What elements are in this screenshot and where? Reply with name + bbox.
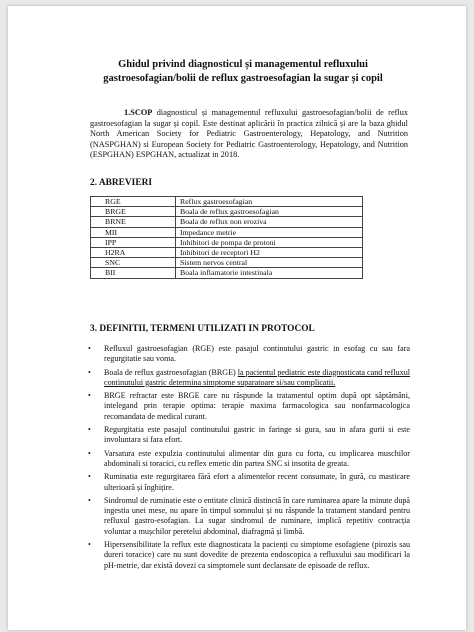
bullet-icon: •	[88, 425, 91, 435]
table-row	[91, 268, 363, 278]
list-item	[88, 391, 410, 422]
bullet-icon: •	[88, 367, 91, 377]
document-title	[78, 58, 408, 86]
bullet-icon: •	[88, 540, 91, 550]
scop-text: diagnosticul și managementul refluxului gastroesofagian/bolii de reflux gastroesofagian la sugar și copil. Este destinat aplicării în practica zilnică și are la baza ghidul North American Society for Pediatric Gastroenterology, Hepatology, and Nutrition (NASPGHAN) si European Society for Pediatric Gastroenterology, Hepatology, and Nutrition (ESPGHAN) ESPGHAN, actualizat in 2018.	[90, 108, 408, 160]
abbreviation-cell: H2RA	[91, 247, 176, 257]
abbreviations-table	[90, 196, 363, 279]
meaning-cell: Boala de reflux gastroesofagian	[176, 207, 363, 217]
bullet-icon: •	[88, 448, 91, 458]
table-row	[91, 217, 363, 227]
meaning-cell: Boala inflamatorie intestinala	[176, 268, 363, 278]
meaning-cell: Inhibitori de pompa de protoni	[176, 237, 363, 247]
definitions-list	[88, 344, 410, 574]
definition-text: Refluxul gastroesofagian (RGE) este pasajul continutului gastric in esofag cu sau fara regurgitatie sau voma.	[104, 344, 410, 364]
definitii-heading: 3. DEFINITII, TERMENI UTILIZATI IN PROTOCOL	[90, 324, 315, 334]
abbreviation-cell: RGE	[91, 197, 176, 207]
title-line-1: Ghidul privind diagnosticul și managementul refluxului	[118, 59, 368, 70]
meaning-cell: Reflux gastroesofagian	[176, 197, 363, 207]
bullet-icon: •	[88, 391, 91, 401]
table-row	[91, 247, 363, 257]
definition-underlined-text: la pacientul pediatric este diagnosticata cand refluxul continutului gastric determina simptome suparatoare si/sau complicatii.	[104, 367, 410, 387]
abbreviation-cell: IPP	[91, 237, 176, 247]
list-item	[88, 472, 410, 493]
table-row	[91, 207, 363, 217]
bullet-icon: •	[88, 472, 91, 482]
list-item	[88, 540, 410, 571]
title-line-2: gastroesofagian/bolii de reflux gastroesofagian la sugar și copil	[103, 73, 383, 84]
definition-text: Varsatura este expulzia continutului alimentar din gura cu forta, cu implicarea muschilor abdominali si toracici, cu reflex emetic din partea SNC si insotita de greata.	[104, 448, 410, 468]
table-row	[91, 197, 363, 207]
definition-text: Sindromul de ruminatie este o entitate clinică distinctă în care ruminarea apare la minute după ingestia unei mese, nu apare în timpul somnului și nu răspunde la tratament standard pentru refluxul gastro-esofagian. La sugar sindromul de ruminare, implică repetitiv contracția voluntar a mușchilor peretelui abdominal, diafragmă și limbă.	[104, 495, 410, 536]
table-row	[91, 237, 363, 247]
table-row	[91, 258, 363, 268]
list-item	[88, 344, 410, 365]
abbreviation-cell: BRNE	[91, 217, 176, 227]
list-item	[88, 496, 410, 537]
list-item	[88, 368, 410, 389]
list-item	[88, 425, 410, 446]
meaning-cell: Impedance metrie	[176, 227, 363, 237]
abrevieri-heading: 2. ABREVIERI	[90, 178, 152, 188]
scop-paragraph	[90, 108, 408, 161]
bullet-icon: •	[88, 344, 91, 353]
document-page	[8, 6, 466, 630]
definition-text: Boala de reflux gastroesofagian (BRGE)	[104, 367, 238, 377]
list-item	[88, 449, 410, 470]
meaning-cell: Boala de reflux non eroziva	[176, 217, 363, 227]
bullet-icon: •	[88, 495, 91, 505]
abbreviation-cell: BRGE	[91, 207, 176, 217]
definition-text: BRGE refractar este BRGE care nu răspunde la tratamentul optim după opt săptămâni, intelegand prin terapie optima: terapie maxima farmacologica sau nonfarmacologica recomandata de medical curant.	[104, 391, 410, 421]
table-row	[91, 227, 363, 237]
definition-text: Ruminatia este regurgitarea fără efort a alimentelor recent consumate, în gură, cu masticare ulterioară și înghițire.	[104, 472, 410, 492]
definition-text: Regurgitatia este pasajul continutului gastric in faringe si gura, sau in afara gurii si este involuntara si fara efort.	[104, 425, 410, 445]
abbreviation-cell: BII	[91, 268, 176, 278]
meaning-cell: Inhibitori de receptori H2	[176, 247, 363, 257]
abbreviation-cell: SNC	[91, 258, 176, 268]
definition-text: Hipersensibilitate la reflux este diagnosticata la pacienți cu simptome esofagiene (pirozis sau dureri toracice) care nu sunt dovedite de prezenta endoscopica a refluxului sau modificari la pH-metrie, dar există dovezi ca simptomele sunt declansate de episoade de reflux.	[104, 540, 410, 570]
scop-heading: 1.SCOP	[124, 108, 153, 117]
meaning-cell: Sistem nervos central	[176, 258, 363, 268]
abbreviation-cell: MII	[91, 227, 176, 237]
